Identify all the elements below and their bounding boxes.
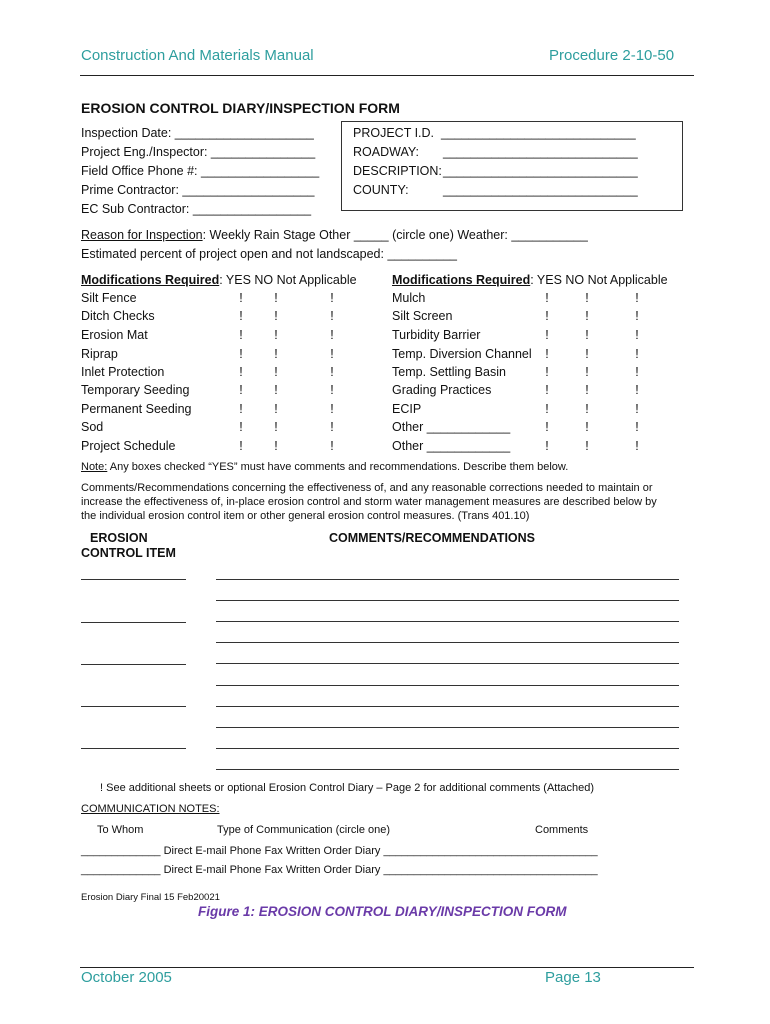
erosion-item-header: EROSION xyxy=(90,531,148,545)
left-checkbox-no-3[interactable]: ! xyxy=(274,328,278,342)
right-checkbox-na-8[interactable]: ! xyxy=(635,420,639,434)
right-checkbox-yes-3[interactable]: ! xyxy=(545,328,549,342)
erosion-item-line-2[interactable] xyxy=(81,622,186,623)
comments-header: COMMENTS/RECOMMENDATIONS xyxy=(329,531,536,545)
item-other-1[interactable]: Other ____________ xyxy=(392,420,511,434)
project-id-label: PROJECT I.D. xyxy=(353,126,435,140)
communication-notes-title: COMMUNICATION NOTES: xyxy=(81,803,220,815)
left-checkbox-no-9[interactable]: ! xyxy=(274,439,278,453)
left-checkbox-no-2[interactable]: ! xyxy=(274,309,278,323)
manual-title: Construction And Materials Manual xyxy=(81,47,314,64)
left-checkbox-yes-6[interactable]: ! xyxy=(239,383,243,397)
item-erosion-mat: Erosion Mat xyxy=(81,328,148,342)
item-project-schedule: Project Schedule xyxy=(81,439,176,453)
comment-line-10[interactable] xyxy=(216,769,679,770)
right-checkbox-no-8[interactable]: ! xyxy=(585,420,589,434)
item-grading-practices: Grading Practices xyxy=(392,383,492,397)
procedure-number: Procedure 2-10-50 xyxy=(549,47,675,64)
description-field[interactable]: ____________________________ xyxy=(443,164,638,178)
footer-date: October 2005 xyxy=(81,969,172,986)
erosion-item-line-3[interactable] xyxy=(81,664,186,665)
left-checkbox-no-8[interactable]: ! xyxy=(274,420,278,434)
right-checkbox-no-2[interactable]: ! xyxy=(585,309,589,323)
additional-sheets-note: ! See additional sheets or optional Erosion Control Diary – Page 2 for additional comments (Attached) xyxy=(100,782,595,794)
project-engineer-field[interactable]: Project Eng./Inspector: _______________ xyxy=(81,145,316,159)
reason-options: : Weekly Rain Stage Other _____ (circle one) Weather: ___________ xyxy=(202,228,588,242)
communication-row-2[interactable]: _____________ Direct E-mail Phone Fax Written Order Diary ___________________________________ xyxy=(81,864,598,876)
left-checkbox-na-1[interactable]: ! xyxy=(330,291,334,305)
right-checkbox-na-2[interactable]: ! xyxy=(635,309,639,323)
erosion-item-line-4[interactable] xyxy=(81,706,186,707)
description-label: DESCRIPTION: xyxy=(353,164,442,178)
note-text: Any boxes checked “YES” must have comments and recommendations. Describe them below. xyxy=(107,461,569,473)
note-label: Note: xyxy=(81,461,108,473)
right-checkbox-yes-2[interactable]: ! xyxy=(545,309,549,323)
right-checkbox-no-1[interactable]: ! xyxy=(585,291,589,305)
right-checkbox-yes-6[interactable]: ! xyxy=(545,383,549,397)
roadway-label: ROADWAY: xyxy=(353,145,419,159)
comment-line-1[interactable] xyxy=(216,579,679,580)
modifications-header-left xyxy=(81,273,357,287)
comments-paragraph-line-1: Comments/Recommendations concerning the effectiveness of, and any reasonable corrections needed to maintain or xyxy=(81,482,653,494)
item-permanent-seeding: Permanent Seeding xyxy=(81,402,192,416)
modifications-label: Modifications Required xyxy=(81,273,220,287)
left-checkbox-yes-4[interactable]: ! xyxy=(239,347,243,361)
left-checkbox-na-3[interactable]: ! xyxy=(330,328,334,342)
left-checkbox-no-7[interactable]: ! xyxy=(274,402,278,416)
left-checkbox-na-5[interactable]: ! xyxy=(330,365,334,379)
left-checkbox-yes-3[interactable]: ! xyxy=(239,328,243,342)
modifications-header-right xyxy=(392,273,668,287)
communication-row-1[interactable]: _____________ Direct E-mail Phone Fax Written Order Diary ___________________________________ xyxy=(81,845,598,857)
comment-line-7[interactable] xyxy=(216,706,679,707)
modifications-columns: : YES NO Not Applicable xyxy=(530,273,668,287)
erosion-item-line-5[interactable] xyxy=(81,748,186,749)
right-checkbox-na-4[interactable]: ! xyxy=(635,347,639,361)
header-rule xyxy=(80,75,694,76)
right-checkbox-no-4[interactable]: ! xyxy=(585,347,589,361)
right-checkbox-no-7[interactable]: ! xyxy=(585,402,589,416)
prime-contractor-field[interactable]: Prime Contractor: ___________________ xyxy=(81,183,315,197)
item-ditch-checks: Ditch Checks xyxy=(81,309,155,323)
left-checkbox-na-7[interactable]: ! xyxy=(330,402,334,416)
right-checkbox-yes-4[interactable]: ! xyxy=(545,347,549,361)
left-checkbox-no-1[interactable]: ! xyxy=(274,291,278,305)
right-checkbox-yes-1[interactable]: ! xyxy=(545,291,549,305)
left-checkbox-na-9[interactable]: ! xyxy=(330,439,334,453)
right-checkbox-no-3[interactable]: ! xyxy=(585,328,589,342)
reason-label: Reason for Inspection xyxy=(81,228,203,242)
figure-caption: Figure 1: EROSION CONTROL DIARY/INSPECTION FORM xyxy=(198,904,567,919)
comment-line-5[interactable] xyxy=(216,663,679,664)
item-mulch: Mulch xyxy=(392,291,426,305)
right-checkbox-yes-9[interactable]: ! xyxy=(545,439,549,453)
communication-type-header: Type of Communication (circle one) xyxy=(217,824,391,836)
item-inlet-protection: Inlet Protection xyxy=(81,365,165,379)
form-version-note: Erosion Diary Final 15 Feb20021 xyxy=(81,892,220,903)
comment-line-4[interactable] xyxy=(216,642,679,643)
comment-line-8[interactable] xyxy=(216,727,679,728)
page-number: Page 13 xyxy=(545,969,601,986)
reason-for-inspection[interactable] xyxy=(81,228,588,242)
left-checkbox-na-6[interactable]: ! xyxy=(330,383,334,397)
item-temporary-seeding: Temporary Seeding xyxy=(81,383,190,397)
to-whom-header: To Whom xyxy=(97,824,144,836)
left-checkbox-no-5[interactable]: ! xyxy=(274,365,278,379)
comments-paragraph-line-2: increase the effectiveness of, in-place erosion control and storm water management measures are described below by xyxy=(81,496,657,508)
item-silt-fence: Silt Fence xyxy=(81,291,137,305)
left-checkbox-na-2[interactable]: ! xyxy=(330,309,334,323)
inspection-date-field[interactable]: Inspection Date: ____________________ xyxy=(81,126,314,140)
left-checkbox-yes-8[interactable]: ! xyxy=(239,420,243,434)
right-checkbox-na-3[interactable]: ! xyxy=(635,328,639,342)
item-temp-settling-basin: Temp. Settling Basin xyxy=(392,365,506,379)
left-checkbox-yes-7[interactable]: ! xyxy=(239,402,243,416)
ec-sub-contractor-field[interactable]: EC Sub Contractor: _________________ xyxy=(81,202,312,216)
comment-line-3[interactable] xyxy=(216,621,679,622)
item-silt-screen: Silt Screen xyxy=(392,309,453,323)
right-checkbox-na-7[interactable]: ! xyxy=(635,402,639,416)
erosion-item-line-1[interactable] xyxy=(81,579,186,580)
note xyxy=(81,461,568,473)
item-turbidity-barrier: Turbidity Barrier xyxy=(392,328,481,342)
roadway-field[interactable]: ____________________________ xyxy=(443,145,638,159)
left-checkbox-no-6[interactable]: ! xyxy=(274,383,278,397)
comm-comments-header: Comments xyxy=(535,824,589,836)
right-checkbox-yes-8[interactable]: ! xyxy=(545,420,549,434)
left-checkbox-yes-2[interactable]: ! xyxy=(239,309,243,323)
footer-rule xyxy=(80,967,694,968)
right-checkbox-na-1[interactable]: ! xyxy=(635,291,639,305)
right-checkbox-na-6[interactable]: ! xyxy=(635,383,639,397)
modifications-label: Modifications Required xyxy=(392,273,531,287)
modifications-columns: : YES NO Not Applicable xyxy=(219,273,357,287)
form-title: EROSION CONTROL DIARY/INSPECTION FORM xyxy=(81,100,400,116)
right-checkbox-na-5[interactable]: ! xyxy=(635,365,639,379)
left-checkbox-no-4[interactable]: ! xyxy=(274,347,278,361)
right-checkbox-na-9[interactable]: ! xyxy=(635,439,639,453)
comments-paragraph-line-3: the individual erosion control item or other general erosion control measures. (Trans 401.10) xyxy=(81,510,530,522)
estimated-percent-field[interactable]: Estimated percent of project open and not landscaped: __________ xyxy=(81,247,457,261)
county-label: COUNTY: xyxy=(353,183,409,197)
right-checkbox-yes-7[interactable]: ! xyxy=(545,402,549,416)
item-other-2[interactable]: Other ____________ xyxy=(392,439,511,453)
comment-line-9[interactable] xyxy=(216,748,679,749)
right-checkbox-no-9[interactable]: ! xyxy=(585,439,589,453)
item-temp-diversion-channel: Temp. Diversion Channel xyxy=(392,347,532,361)
right-checkbox-no-5[interactable]: ! xyxy=(585,365,589,379)
erosion-item-header-2: CONTROL ITEM xyxy=(81,546,176,560)
field-office-phone-field[interactable]: Field Office Phone #: _________________ xyxy=(81,164,320,178)
item-ecip: ECIP xyxy=(392,402,422,416)
project-id-field[interactable]: ____________________________ xyxy=(441,126,636,140)
left-checkbox-na-4[interactable]: ! xyxy=(330,347,334,361)
county-field[interactable]: ____________________________ xyxy=(443,183,638,197)
left-checkbox-na-8[interactable]: ! xyxy=(330,420,334,434)
right-checkbox-no-6[interactable]: ! xyxy=(585,383,589,397)
comment-line-2[interactable] xyxy=(216,600,679,601)
right-checkbox-yes-5[interactable]: ! xyxy=(545,365,549,379)
left-checkbox-yes-9[interactable]: ! xyxy=(239,439,243,453)
left-checkbox-yes-1[interactable]: ! xyxy=(239,291,243,305)
left-checkbox-yes-5[interactable]: ! xyxy=(239,365,243,379)
item-riprap: Riprap xyxy=(81,347,118,361)
comment-line-6[interactable] xyxy=(216,685,679,686)
item-sod: Sod xyxy=(81,420,104,434)
